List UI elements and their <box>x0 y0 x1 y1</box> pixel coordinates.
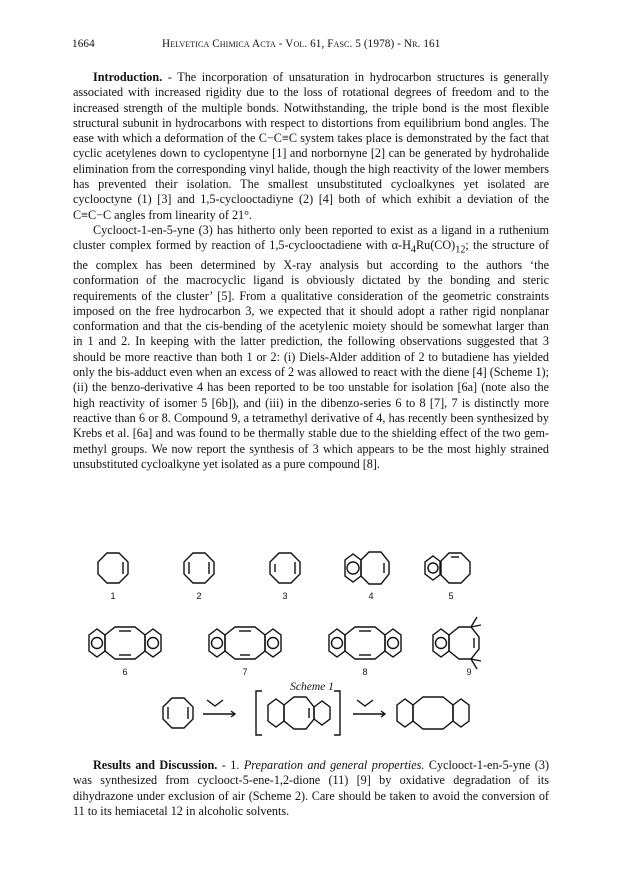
results-paragraph: Results and Discussion. - 1. Preparation and general properties. Cyclooct-1-en-5-yne (3) was synthesized from cyclooct-5-ene-1,2-dione (11) [9] by oxidative degradation of its dihydrazone under exclusion of air (Scheme 2). Care should be taken to avoid the conversion of 11 to its hemiacetal 12 in alcoholic solvents. <box>73 758 550 818</box>
reaction-diyne <box>163 698 193 728</box>
intro-heading: Introduction. <box>93 70 163 84</box>
structure-9 <box>433 617 481 669</box>
label-3: 3 <box>282 591 288 601</box>
intro-paragraph-2: Cyclooct-1-en-5-yne (3) has hitherto only been reported to exist as a ligand in a ruthenium cluster complex formed by reaction of 1,5-cyclooctadiene with $\alpha-H_4Ru(CO)_{12}$; the structure of the complex has been determined by X-ray analysis but according to the authors ‘the conformation of the macrocyclic ligand is obviously dictated by the bonding and steric requirements of the cluster’ [5]. From a qualitative consideration of the geometric constraints imposed on the free hydrocarbon 3, we expected that it should adopt a rather rigid nonplanar conformation and that the cis-bending of the acetylenic moiety should be somewhat larger than in 1 and 2. In keeping with the latter prediction, the following observations suggested that 3 should be more reactive than both 1 or 2: (i) Diels-Alder addition of 2 to butadiene has yielded only the bis-adduct even when an excess of 2 was allowed to react with the diene [4] (Scheme 1); (ii) the benzo-derivative 4 has been reported to be too unstable for isolation [6a] (note also the high reactivity of isomer 5 [6b]), and (iii) in the dibenzo-series 6 to 8 [7], 7 is distinctly more reactive than 6 or 8. Compound 9, a tetramethyl derivative of 4, has recently been synthesized by Krebs et al. [6a] and was found to be thermally stable due to the shielding effect of the two gem-methyl groups. We now report the synthesis of 3 which appears to be the most highly strained unsubstituted cycloalkyne yet isolated as a pure compound [8]. <box>73 222 549 471</box>
label-1: 1 <box>110 591 116 601</box>
structure-5 <box>425 553 470 583</box>
structure-3 <box>270 553 300 583</box>
scheme-1-caption: Scheme 1 <box>290 681 334 693</box>
label-9: 9 <box>466 667 472 677</box>
reaction-arrow-1 <box>203 700 235 717</box>
reaction-intermediate-bracket <box>256 691 340 735</box>
structure-4 <box>345 552 389 584</box>
label-2: 2 <box>196 591 202 601</box>
label-8: 8 <box>362 667 368 677</box>
structure-6 <box>89 627 161 659</box>
results-section <box>73 758 549 819</box>
structure-2 <box>184 553 214 583</box>
results-subheading: Preparation and general properties. <box>243 758 425 772</box>
journal-title: Helvetica Chimica Acta - Vol. 61, Fasc. 5 (1978) - Nr. 161 <box>162 38 441 50</box>
page-number: 1664 <box>72 38 95 50</box>
label-5: 5 <box>448 591 454 601</box>
structure-1 <box>98 553 128 583</box>
reaction-arrow-2 <box>353 700 385 717</box>
intro-paragraph-1: Introduction. - The incorporation of unsaturation in hydrocarbon structures is generally associated with increased rigidity due to the loss of rotational degrees of freedom and to the increased strength of the multiple bonds. Notwithstanding, the triple bond is the most flexible structural subunit in hydrocarbons with respect to distortions from equilibrium bond angles. The ease with which a deformation of the C−C≡C system takes place is demonstrated by the fact that cyclic acetylenes down to cyclopentyne [1] and norbornyne [2] can be generated by hydrohalide elimination from the corresponding vinyl halide, though the high reactivity of the lower members has prevented their isolation. The smallest unsubstituted cycloalkynes yet isolated are cyclooctyne (1) [3] and 1,5-cyclooctadiyne (2) [4] both of which exhibit a deviation of the C≡C−C angles from linearity of 21°. <box>73 70 549 222</box>
label-6: 6 <box>122 667 128 677</box>
structure-8 <box>329 627 401 659</box>
results-heading: Results and Discussion. <box>93 758 218 772</box>
scheme-1-figure <box>73 538 549 743</box>
structure-7 <box>209 627 281 659</box>
reaction-bis-adduct <box>397 697 469 729</box>
label-7: 7 <box>242 667 248 677</box>
label-4: 4 <box>368 591 374 601</box>
introduction-section <box>73 70 549 472</box>
